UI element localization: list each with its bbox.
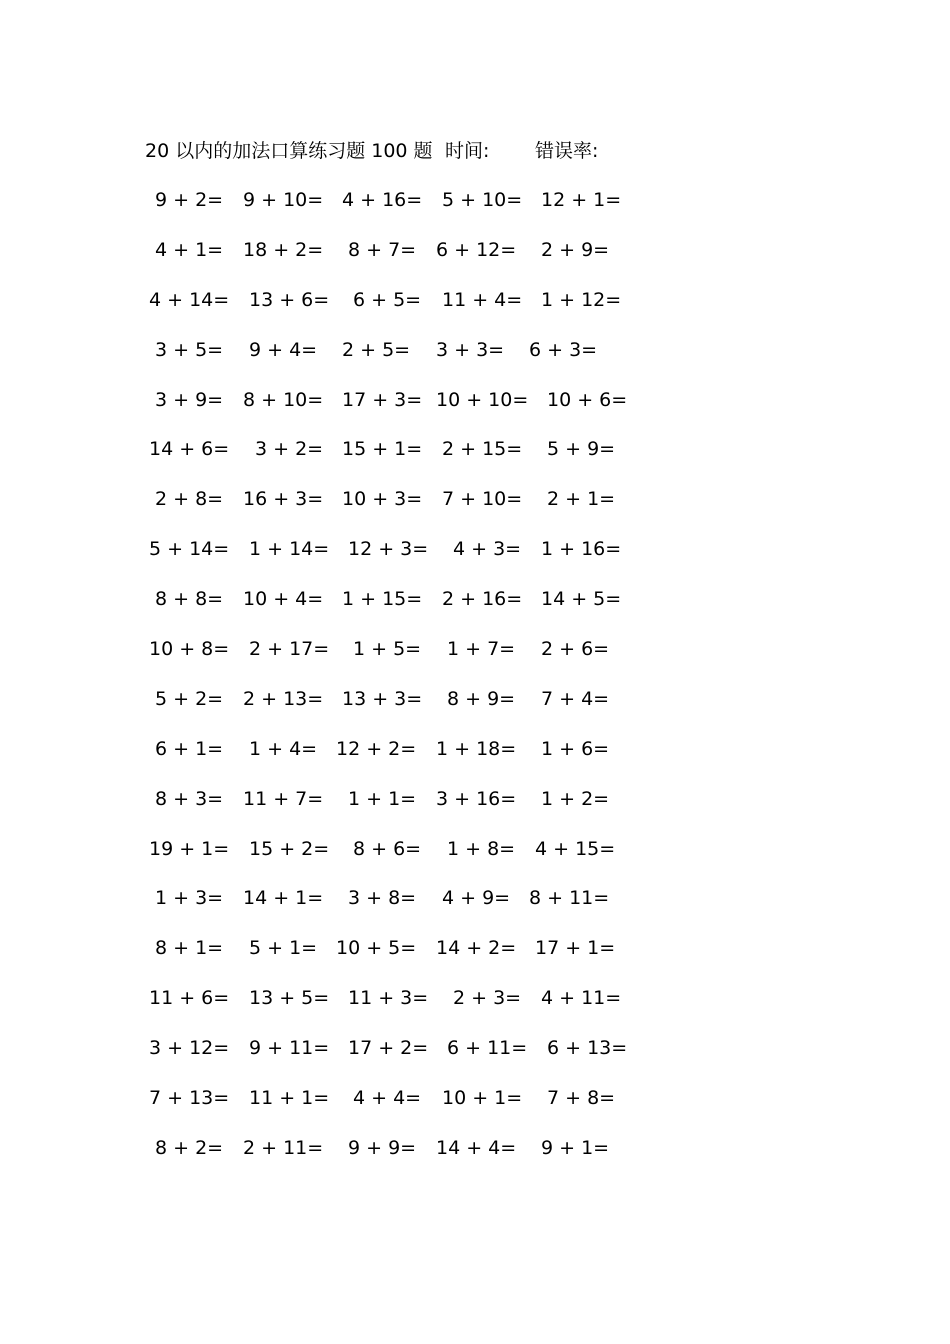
problem-item: 8 + 1= — [155, 937, 224, 960]
problem-item: 2 + 8= — [155, 488, 224, 511]
problem-item: 7 + 8= — [547, 1087, 616, 1110]
problem-item: 3 + 8= — [348, 887, 417, 910]
problem-item: 5 + 2= — [155, 687, 224, 710]
problem-row — [145, 732, 645, 782]
problem-row — [145, 432, 645, 482]
problem-item: 10 + 5= — [336, 937, 417, 960]
problem-item: 4 + 14= — [149, 288, 230, 311]
problem-item: 1 + 6= — [541, 737, 610, 760]
worksheet-title: 20 以内的加法口算练习题 100 题 — [145, 140, 433, 162]
problem-item: 10 + 6= — [547, 388, 628, 411]
problem-item: 8 + 6= — [353, 837, 422, 860]
problem-item: 2 + 6= — [541, 638, 610, 661]
problem-item: 6 + 5= — [353, 288, 422, 311]
problem-item: 8 + 2= — [155, 1136, 224, 1159]
problem-item: 14 + 6= — [149, 438, 230, 461]
problem-item: 5 + 9= — [547, 438, 616, 461]
problem-item: 19 + 1= — [149, 837, 230, 860]
problem-item: 9 + 9= — [348, 1136, 417, 1159]
problem-row — [145, 582, 645, 632]
problem-item: 7 + 10= — [442, 488, 523, 511]
problem-item: 1 + 8= — [447, 837, 516, 860]
problem-item: 2 + 17= — [249, 638, 330, 661]
problem-row — [145, 383, 645, 433]
problem-item: 7 + 4= — [541, 687, 610, 710]
problem-item: 2 + 1= — [547, 488, 616, 511]
problem-item: 15 + 1= — [342, 438, 423, 461]
problem-item: 16 + 3= — [243, 488, 324, 511]
problem-item: 6 + 11= — [447, 1037, 528, 1060]
problem-item: 17 + 1= — [535, 937, 616, 960]
problem-item: 12 + 1= — [541, 189, 622, 211]
problem-item: 1 + 7= — [447, 638, 516, 661]
problem-item: 13 + 5= — [249, 987, 330, 1010]
problem-item: 1 + 2= — [541, 787, 610, 810]
problem-item: 3 + 9= — [155, 388, 224, 411]
problem-item: 3 + 2= — [255, 438, 324, 461]
problem-item: 15 + 2= — [249, 837, 330, 860]
problem-item: 12 + 3= — [348, 538, 429, 561]
problem-item: 4 + 16= — [342, 189, 423, 211]
problem-row — [145, 283, 645, 333]
problem-item: 9 + 4= — [249, 338, 318, 361]
problem-item: 14 + 1= — [243, 887, 324, 910]
problem-item: 1 + 14= — [249, 538, 330, 561]
problem-row — [145, 1131, 645, 1181]
problem-row — [145, 532, 645, 582]
problem-item: 10 + 10= — [436, 388, 529, 411]
problem-row — [145, 632, 645, 682]
problem-item: 6 + 1= — [155, 737, 224, 760]
problem-item: 2 + 11= — [243, 1136, 324, 1159]
problem-item: 1 + 1= — [348, 787, 417, 810]
error-rate-label: 错误率: — [535, 140, 599, 162]
problem-item: 2 + 5= — [342, 338, 411, 361]
problem-row — [145, 1031, 645, 1081]
problem-item: 1 + 3= — [155, 887, 224, 910]
problem-row — [145, 1081, 645, 1131]
problem-item: 10 + 8= — [149, 638, 230, 661]
problem-item: 13 + 6= — [249, 288, 330, 311]
problem-item: 2 + 3= — [453, 987, 522, 1010]
problem-row — [145, 782, 645, 832]
problem-item: 4 + 1= — [155, 238, 224, 261]
problem-item: 3 + 12= — [149, 1037, 230, 1060]
problem-item: 8 + 3= — [155, 787, 224, 810]
problem-item: 3 + 5= — [155, 338, 224, 361]
problem-item: 4 + 15= — [535, 837, 616, 860]
problem-item: 9 + 1= — [541, 1136, 610, 1159]
problem-item: 8 + 8= — [155, 588, 224, 611]
problem-item: 5 + 10= — [442, 189, 523, 211]
problem-item: 1 + 18= — [436, 737, 517, 760]
problem-item: 9 + 10= — [243, 189, 324, 211]
problem-item: 9 + 2= — [155, 189, 224, 211]
problem-grid — [145, 183, 645, 1181]
problem-item: 3 + 3= — [436, 338, 505, 361]
problem-item: 10 + 4= — [243, 588, 324, 611]
problem-row — [145, 233, 645, 283]
problem-item: 7 + 13= — [149, 1087, 230, 1110]
problem-item: 12 + 2= — [336, 737, 417, 760]
problem-row — [145, 931, 645, 981]
problem-item: 13 + 3= — [342, 687, 423, 710]
problem-item: 2 + 16= — [442, 588, 523, 611]
worksheet-header — [145, 136, 665, 166]
problem-item: 11 + 7= — [243, 787, 324, 810]
problem-row — [145, 482, 645, 532]
problem-item: 4 + 3= — [453, 538, 522, 561]
problem-row — [145, 682, 645, 732]
problem-item: 14 + 5= — [541, 588, 622, 611]
problem-item: 18 + 2= — [243, 238, 324, 261]
problem-item: 9 + 11= — [249, 1037, 330, 1060]
problem-item: 10 + 1= — [442, 1087, 523, 1110]
problem-item: 8 + 9= — [447, 687, 516, 710]
problem-item: 8 + 10= — [243, 388, 324, 411]
problem-item: 1 + 16= — [541, 538, 622, 561]
problem-item: 17 + 2= — [348, 1037, 429, 1060]
problem-item: 11 + 1= — [249, 1087, 330, 1110]
problem-item: 11 + 3= — [348, 987, 429, 1010]
problem-item: 1 + 4= — [249, 737, 318, 760]
problem-item: 4 + 4= — [353, 1087, 422, 1110]
problem-item: 10 + 3= — [342, 488, 423, 511]
problem-row — [145, 881, 645, 931]
problem-item: 5 + 1= — [249, 937, 318, 960]
problem-row — [145, 183, 645, 233]
problem-row — [145, 832, 645, 882]
problem-item: 17 + 3= — [342, 388, 423, 411]
problem-item: 6 + 13= — [547, 1037, 628, 1060]
problem-item: 14 + 2= — [436, 937, 517, 960]
problem-item: 5 + 14= — [149, 538, 230, 561]
problem-item: 6 + 12= — [436, 238, 517, 261]
problem-row — [145, 981, 645, 1031]
problem-item: 11 + 6= — [149, 987, 230, 1010]
problem-item: 2 + 15= — [442, 438, 523, 461]
problem-item: 1 + 15= — [342, 588, 423, 611]
problem-item: 4 + 9= — [442, 887, 511, 910]
problem-row — [145, 333, 645, 383]
problem-item: 1 + 5= — [353, 638, 422, 661]
problem-item: 2 + 13= — [243, 687, 324, 710]
problem-item: 6 + 3= — [529, 338, 598, 361]
problem-item: 1 + 12= — [541, 288, 622, 311]
time-label: 时间: — [445, 140, 490, 162]
problem-item: 4 + 11= — [541, 987, 622, 1010]
problem-item: 14 + 4= — [436, 1136, 517, 1159]
problem-item: 3 + 16= — [436, 787, 517, 810]
problem-item: 8 + 7= — [348, 238, 417, 261]
problem-item: 11 + 4= — [442, 288, 523, 311]
problem-item: 8 + 11= — [529, 887, 610, 910]
problem-item: 2 + 9= — [541, 238, 610, 261]
